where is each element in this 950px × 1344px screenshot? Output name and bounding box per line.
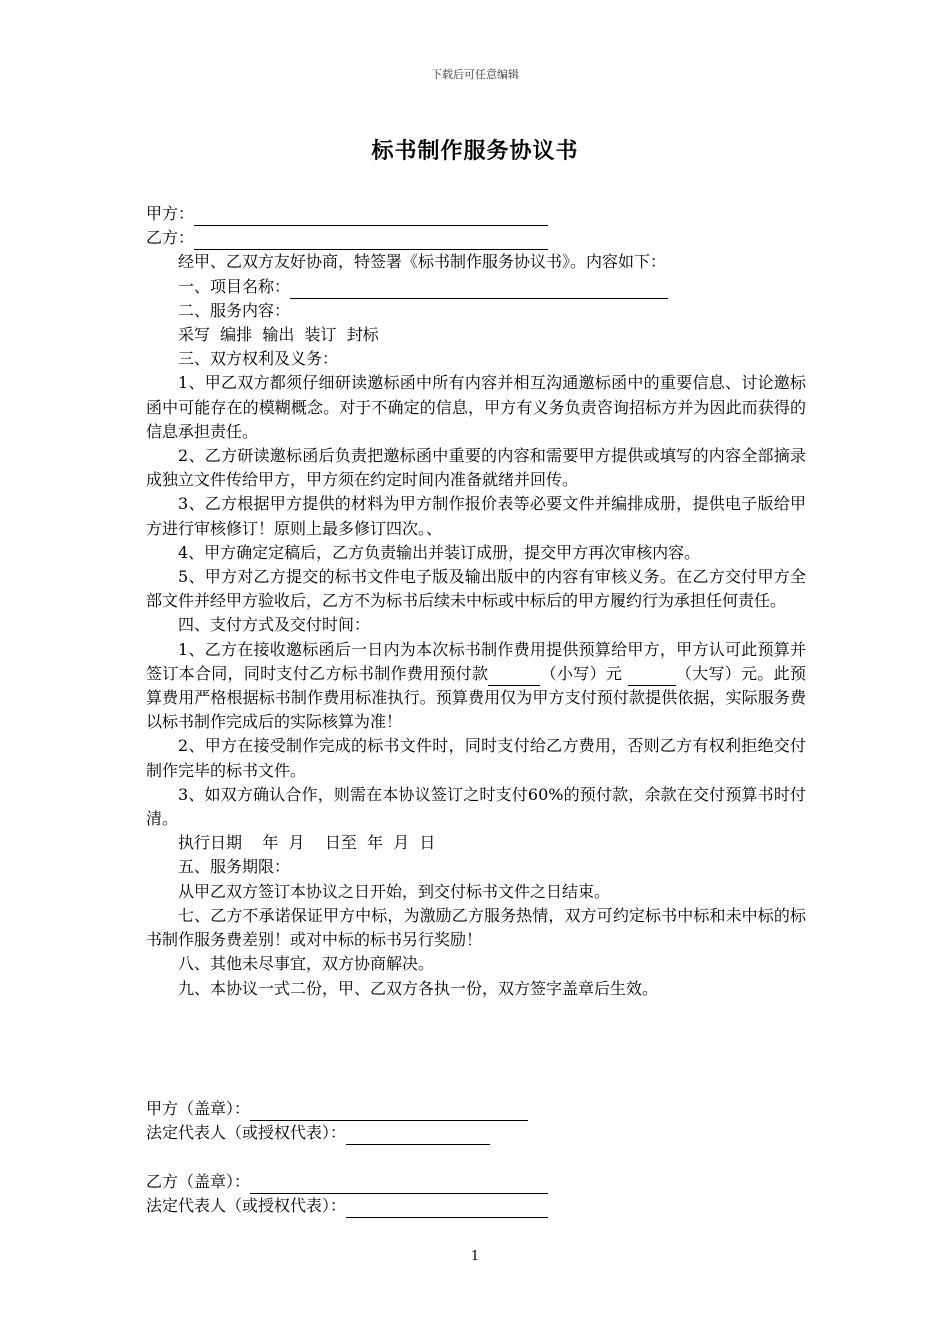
clause-eight: 八、其他未尽事宜，双方协商解决。 xyxy=(178,954,435,974)
party-a-label: 甲方： xyxy=(146,204,195,223)
clause-seven: 七、乙方不承诺保证甲方中标，为激励乙方服务热情，双方可约定标书中标和未中标的标书制作服务费差别！或对中标的标书另行奖励！ xyxy=(146,905,806,950)
party-b-rep-blank xyxy=(346,1200,548,1218)
party-b-label: 乙方： xyxy=(146,228,195,248)
party-b-line xyxy=(146,226,806,250)
party-a-seal-line xyxy=(146,1097,806,1121)
payment-clause-3: 3、如双方确认合作，则需在本协议签订之时支付60%的预付款，余款在交付预算书时付清。 xyxy=(146,784,806,829)
clause-nine: 九、本协议一式二份，甲、乙双方各执一份，双方签字盖章后生效。 xyxy=(178,978,659,998)
payment-heading: 四、支付方式及交付时间： xyxy=(178,615,371,635)
project-name-label: 一、项目名称： xyxy=(178,276,291,296)
party-a-blank xyxy=(194,208,548,226)
party-b-signature-block xyxy=(146,1170,806,1218)
service-term-heading: 五、服务期限： xyxy=(178,857,291,877)
party-a-rep-line xyxy=(146,1121,806,1145)
party-a-rep-label: 法定代表人（或授权代表）： xyxy=(146,1123,347,1143)
intro-text: 经甲、乙双方友好协商，特签署《标书制作服务协议书》。内容如下： xyxy=(178,252,667,272)
payment-clause-1-text-a: 1、乙方在接收邀标函后一日内为本次标书制作费用提供预算给甲方，甲方认可此预算并签订本合同，同时支付乙方标书制作费用预付款 xyxy=(146,639,806,683)
rights-clause-5: 5、甲方对乙方提交的标书文件电子版及输出版中的内容有审核义务。在乙方交付甲方全部文件并经甲方验收后，乙方不为标书后续未中标或中标后的甲方履约行为承担任何责任。 xyxy=(146,567,806,611)
prepayment-amount-blank xyxy=(488,668,540,686)
party-b-seal-label: 乙方（盖章）： xyxy=(146,1172,251,1191)
party-a-rep-blank xyxy=(346,1127,490,1145)
header-note: 下载后可任意编辑 xyxy=(431,68,519,81)
party-a-seal-label: 甲方（盖章）： xyxy=(146,1099,251,1118)
party-a-signature-block xyxy=(146,1097,806,1145)
party-b-seal-line xyxy=(146,1170,806,1194)
party-b-seal-blank xyxy=(250,1176,548,1194)
payment-clause-1-text-b: （小写）元 xyxy=(540,663,628,683)
service-content-items: 采写 编排 输出 装订 封标 xyxy=(178,325,379,345)
page-number: 1 xyxy=(470,1249,480,1264)
execution-date: 执行日期 年 月 日至 年 月 日 xyxy=(178,833,436,853)
rights-clause-3: 3、乙方根据甲方提供的材料为甲方制作报价表等必要文件并编排成册，提供电子版给甲方进行审核修订！原则上最多修订四次。、 xyxy=(146,494,806,538)
party-b-rep-label: 法定代表人（或授权代表）： xyxy=(146,1196,347,1216)
party-a-line xyxy=(146,202,806,226)
payment-clause-1 xyxy=(146,638,806,735)
payment-clause-2: 2、甲方在接受制作完成的标书文件时，同时支付给乙方费用，否则乙方有权利拒绝交付制作完毕的标书文件。 xyxy=(146,736,806,780)
rights-clause-1: 1、甲乙双方都须仔细研读邀标函中所有内容并相互沟通邀标函中的重要信息、讨论邀标函中可能存在的模糊概念。对于不确定的信息，甲方有义务负责咨询招标方并为因此而获得的信息承担责任。 xyxy=(146,373,806,441)
prepayment-capital-blank xyxy=(628,668,676,686)
party-a-seal-blank xyxy=(250,1103,528,1121)
rights-obligations-heading: 三、双方权利及义务： xyxy=(178,349,339,369)
document-title: 标书制作服务协议书 xyxy=(371,138,579,164)
agreement-body xyxy=(146,202,806,1001)
rights-clause-2: 2、乙方研读邀标函后负责把邀标函中重要的内容和需要甲方提供或填写的内容全部摘录成独立文件传给甲方，甲方须在约定时间内准备就绪并回传。 xyxy=(146,446,806,490)
service-content-heading: 二、服务内容： xyxy=(178,300,291,320)
project-name-blank xyxy=(290,281,668,299)
payment-clause-1-text-c: （大写）元。此预算费用严格根据标书制作费用标准执行。预算费用仅为甲方支付预付款提供依据，实际服务费以标书制作完成后的实际核算为准！ xyxy=(146,663,806,732)
service-term-content: 从甲乙双方签订本协议之日开始，到交付标书文件之日结束。 xyxy=(178,881,611,901)
project-name-line xyxy=(146,275,806,299)
party-b-rep-line xyxy=(146,1194,806,1218)
party-b-blank xyxy=(194,232,548,250)
rights-clause-4: 4、甲方确定定稿后，乙方负责输出并装订成册，提交甲方再次审核内容。 xyxy=(178,542,701,562)
